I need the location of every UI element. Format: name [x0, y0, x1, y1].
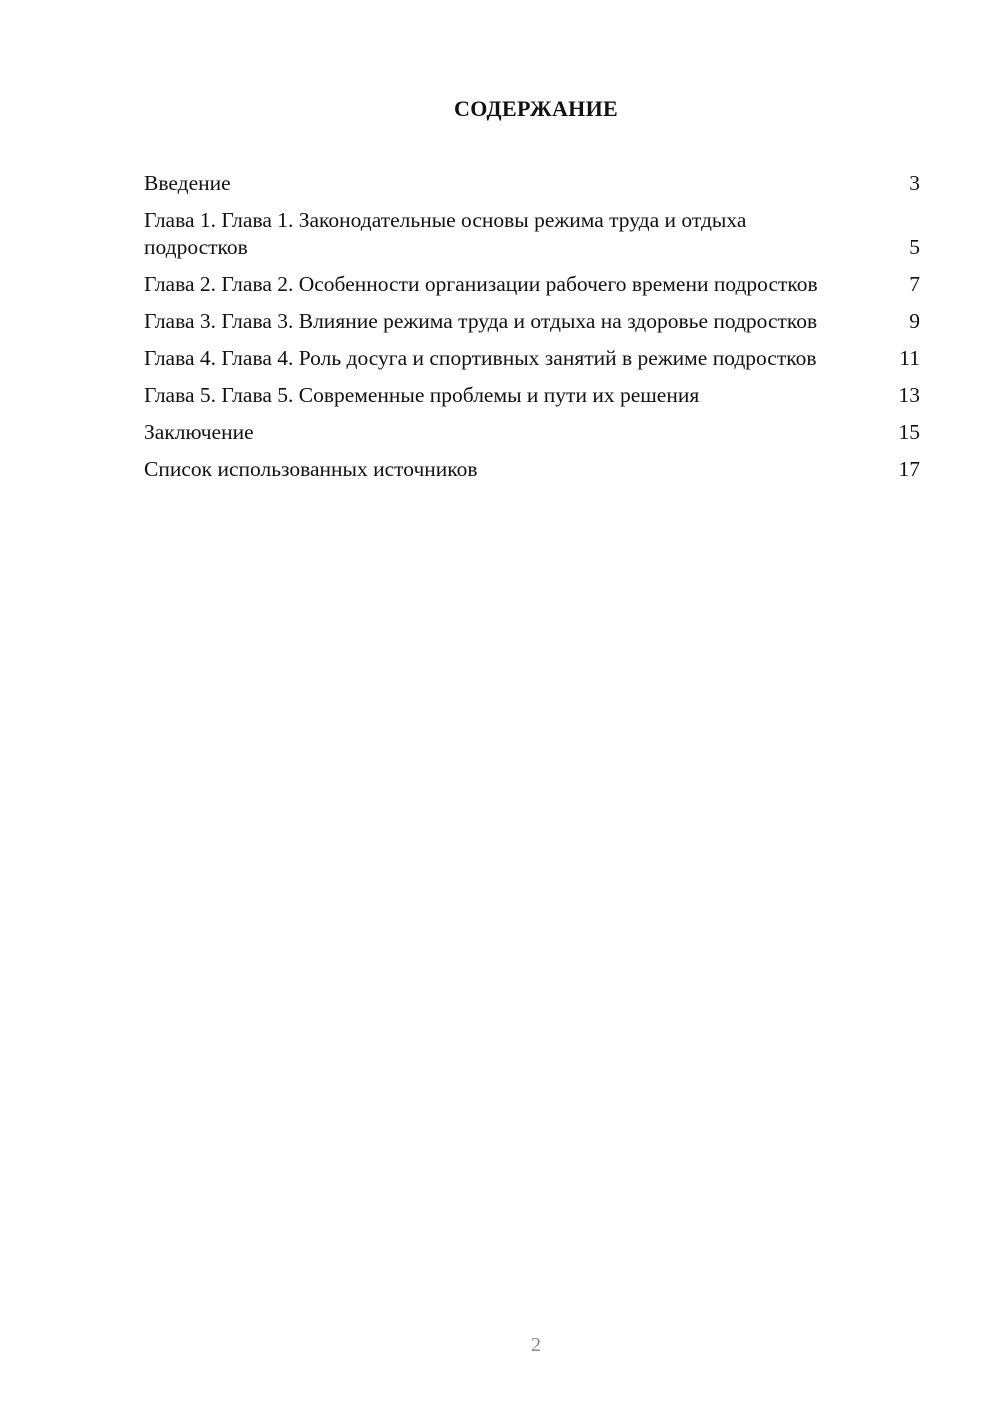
toc-entry-chapter-4 [144, 345, 920, 372]
toc-entry-text: Введение [144, 171, 231, 195]
page-number: 2 [531, 1334, 541, 1356]
toc-entry-page: 9 [909, 309, 920, 333]
toc-entry-text: Глава 1. Глава 1. Законодательные основы режима труда и отдыха подростков [144, 208, 747, 259]
table-of-contents [144, 170, 920, 493]
toc-entry-page: 13 [898, 383, 920, 407]
toc-entry-text: Глава 2. Глава 2. Особенности организации рабочего времени подростков [144, 272, 818, 296]
toc-entry-text: Глава 5. Глава 5. Современные проблемы и пути их решения [144, 383, 700, 407]
toc-entry-page: 15 [898, 420, 920, 444]
page-title: СОДЕРЖАНИЕ [454, 96, 618, 121]
toc-entry-conclusion [144, 419, 920, 446]
toc-entry-page: 17 [898, 457, 920, 481]
toc-entry-chapter-2 [144, 271, 920, 298]
toc-entry-page: 11 [899, 346, 920, 370]
toc-entry-text: Глава 4. Глава 4. Роль досуга и спортивных занятий в режиме подростков [144, 346, 817, 370]
toc-entry-page: 7 [909, 272, 920, 296]
toc-entry-text: Глава 3. Глава 3. Влияние режима труда и отдыха на здоровье подростков [144, 309, 818, 333]
toc-entry-page: 3 [909, 171, 920, 195]
toc-entry-text: Список использованных источников [144, 457, 478, 481]
toc-entry-introduction [144, 170, 920, 197]
toc-entry-text: Заключение [144, 420, 254, 444]
toc-entry-chapter-3 [144, 308, 920, 335]
toc-entry-chapter-1 [144, 207, 920, 261]
toc-entry-chapter-5 [144, 382, 920, 409]
toc-entry-references [144, 456, 920, 483]
toc-entry-page: 5 [909, 235, 920, 259]
